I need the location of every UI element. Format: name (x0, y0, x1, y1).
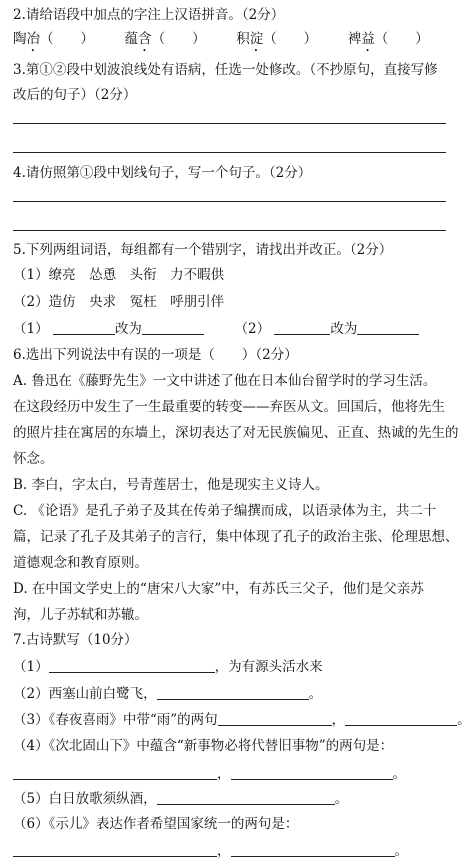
q5-group-2: （2）造仿 央求 冤枉 呼朋引伴 (13, 294, 225, 310)
q6-option-a-2: 在这段经历中发生了一生最重要的转变——弃医从文。回国后，他将先生 (13, 399, 445, 415)
q5-blank-2b[interactable] (357, 320, 419, 335)
q5-blank-1a[interactable] (53, 320, 115, 335)
dotted-char: 淀 (249, 31, 264, 47)
q5-answer-row: （1） 改为 （2） 改为 (13, 320, 419, 338)
q6-option-c-2: 篇，记录了孔子及其弟子的言行，集中体现了孔子的政治主张、伦理思想、 (13, 529, 459, 545)
q7-blank-5[interactable] (157, 790, 335, 805)
q6-option-c-3: 道德观念和教育原则。 (13, 555, 148, 571)
q7-blank-6a[interactable] (13, 842, 217, 857)
q7-line-4: （4）《次北固山下》中蕴含“新事物必将代替旧事物”的两句是： (13, 738, 394, 754)
q5-blank-1b[interactable] (142, 320, 204, 335)
q2-item-1[interactable]: 陶冶（ ） (13, 31, 94, 47)
dotted-char: 冶 (26, 31, 40, 47)
q6-option-a-3: 的照片挂在寓居的东墙上，深切表达了对无民族偏见、正直、热诚的先生的 (13, 425, 459, 441)
q2-title: 2.请给语段中加点的字注上汉语拼音。（2分） (13, 7, 285, 23)
q6-option-a-1: A. 鲁迅在《藤野先生》一文中讲述了他在日本仙台留学时的学习生活。 (13, 373, 437, 389)
q3-answer-line-1[interactable] (13, 123, 446, 124)
q6-option-b: B. 李白，字太白，号青莲居士，他是现实主义诗人。 (13, 477, 329, 493)
q7-line-6: （6）《示儿》表达作者希望国家统一的两句是： (13, 816, 299, 832)
q5-blank-2a[interactable] (274, 320, 330, 335)
q6-option-c-1: C. 《论语》是孔子弟子及其在传弟子编撰而成，以语录体为主，共二十 (13, 503, 437, 519)
q4-answer-line-2[interactable] (13, 230, 446, 231)
q7-title: 7.古诗默写（10分） (13, 632, 138, 648)
q2-pinyin-row (13, 30, 429, 55)
q7-blank-6b[interactable] (231, 842, 395, 857)
q7-blank-3a[interactable] (218, 711, 332, 726)
dotted-char: 益 (361, 31, 375, 47)
q7-blank-2[interactable] (157, 685, 309, 700)
q3-title-line2: 改后的句子）（2分） (13, 87, 137, 103)
q7-blank-4b[interactable] (231, 765, 393, 780)
q4-answer-line-1[interactable] (13, 201, 446, 202)
dotted-char: 含 (138, 31, 152, 47)
q2-item-4[interactable]: 裨益（ ） (347, 31, 429, 47)
q6-option-a-4: 怀念。 (13, 451, 54, 467)
q5-title: 5.下列两组词语，每组都有一个错别字，请找出并改正。（2分） (13, 242, 393, 258)
q7-blank-4a[interactable] (13, 765, 217, 780)
q7-line-2: （2）西塞山前白鹭飞， 。 (13, 686, 323, 702)
q7-blank-1[interactable] (49, 658, 215, 673)
q7-blank-3b[interactable] (345, 711, 457, 726)
q6-title: 6.选出下列说法中有误的一项是（ ）（2分） (13, 347, 298, 363)
q3-title-line1: 3.第①②段中划波浪线处有语病，任选一处修改。（不抄原句，直接写修 (13, 62, 438, 78)
q7-line-4-answer: ， 。 (13, 765, 406, 783)
q4-title: 4.请仿照第①段中划线句子，写一个句子。（2分） (13, 165, 312, 181)
q6-option-d-2: 洵，儿子苏轼和苏辙。 (13, 607, 148, 623)
q2-item-2[interactable]: 蕴含（ ） (124, 31, 206, 47)
q7-line-5: （5）白日放歌须纵酒， 。 (13, 791, 349, 807)
q7-line-6-answer: ， 。 (13, 842, 408, 860)
q7-line-3: （3）《春夜喜雨》中带“雨”的两句 ， 。 (13, 712, 471, 728)
q6-option-d-1: D. 在中国文学史上的“唐宋八大家”中，有苏氏三父子，他们是父亲苏 (13, 581, 424, 597)
q2-item-3[interactable]: 积淀（ ） (236, 31, 318, 47)
q3-answer-line-2[interactable] (13, 152, 446, 153)
q7-line-1: （1） ，为有源头活水来 (13, 659, 323, 675)
q5-group-1: （1）缭亮 怂恿 头衔 力不暇供 (13, 267, 225, 283)
